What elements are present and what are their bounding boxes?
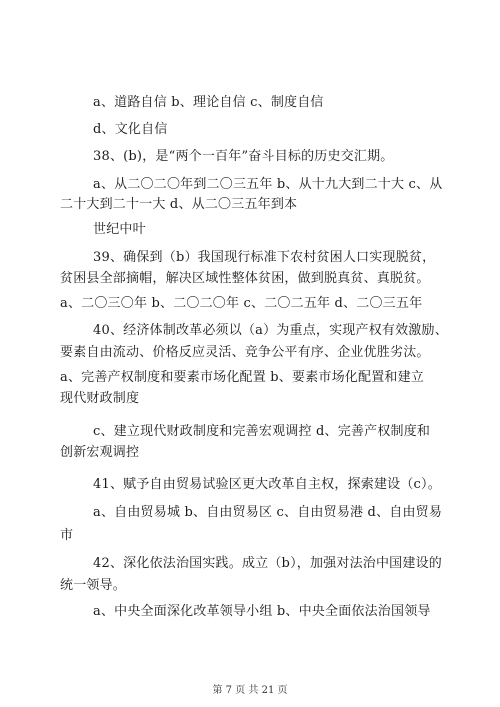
text-line: a、从二〇二〇年到二〇三五年 b、从十九大到二十大 c、从 [93,177,443,192]
text-line: c、建立现代财政制度和完善宏观调控 d、完善产权制度和 [93,424,431,439]
text-line: 二十大到二十一大 d、从二〇三五年到本 [60,197,298,212]
text-line: 38、(b)，是“两个一百年”奋斗目标的历史交汇期。 [93,149,394,164]
text-line: a、二〇三〇年 b、二〇二〇年 c、二〇二五年 d、二〇三五年 [60,296,423,311]
text-line: 世纪中叶 [93,222,146,237]
text-line: 39、确保到（b）我国现行标准下农村贫困人口实现脱贫， [93,250,436,265]
text-line: 41、赋予自由贸易试验区更大改革自主权，探索建设（c）。 [93,477,441,492]
text-line: 统一领导。 [60,578,127,593]
text-line: 创新宏观调控 [60,445,140,460]
text-line: 贫困县全部摘帽，解决区域性整体贫困，做到脱真贫、真脱贫。 [60,271,430,286]
text-line: 要素自由流动、价格反应灵活、竞争公平有序、企业优胜劣汰。 [60,345,430,360]
text-line: a、完善产权制度和要素市场化配置 b、要素市场化配置和建立 [60,370,425,385]
text-line: 市 [60,528,74,543]
text-line: d、文化自信 [93,122,168,137]
page-footer: 第 7 页 共 21 页 [212,685,288,696]
text-line: a、道路自信 b、理论自信 c、制度自信 [93,95,324,110]
text-line: 42、深化依法治国实践。成立（b），加强对法治中国建设的 [93,556,442,571]
text-line: 现代财政制度 [60,391,140,406]
text-line: 40、经济体制改革必须以（a）为重点，实现产权有效激励、 [93,323,448,338]
text-line: a、中央全面深化改革领导小组 b、中央全面依法治国领导 [93,604,431,619]
text-line: a、自由贸易城 b、自由贸易区 c、自由贸易港 d、自由贸易 [93,505,443,520]
